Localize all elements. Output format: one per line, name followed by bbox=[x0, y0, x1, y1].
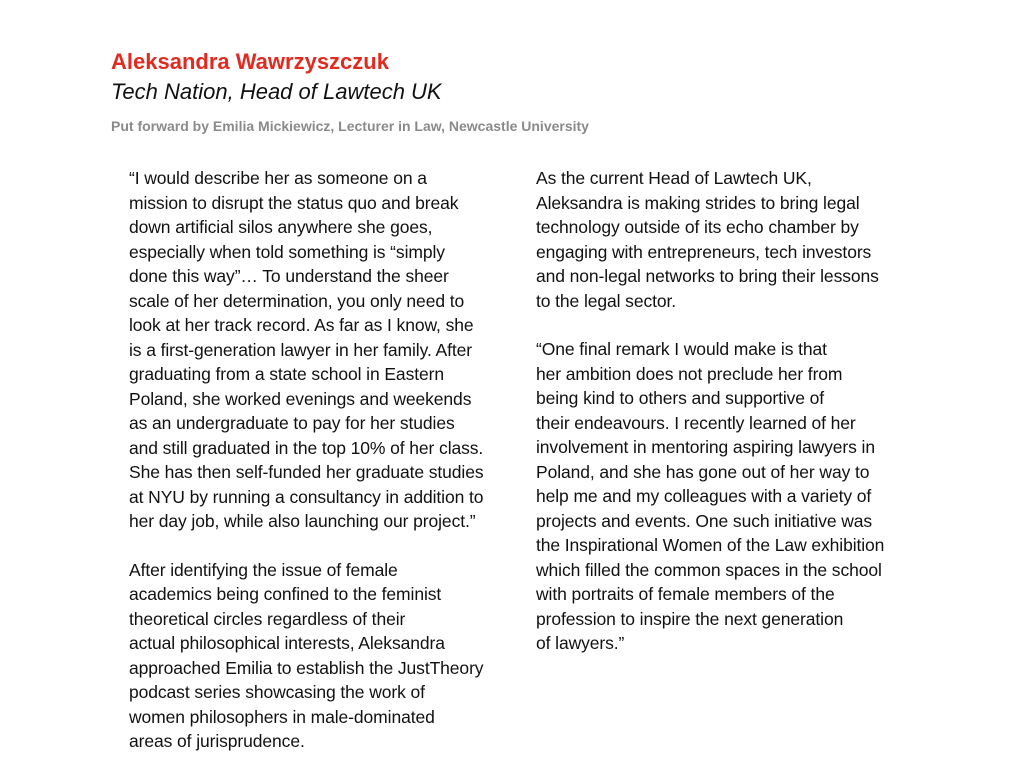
text-line: as an undergraduate to pay for her studies bbox=[129, 413, 455, 433]
text-line: “I would describe her as someone on a bbox=[129, 168, 427, 188]
text-line: Aleksandra is making strides to bring legal bbox=[536, 192, 860, 213]
text-line: down artificial silos anywhere she goes, bbox=[129, 217, 433, 237]
text-line: graduating from a state school in Eastern bbox=[129, 364, 444, 384]
text-line: at NYU by running a consultancy in addition to bbox=[129, 486, 484, 507]
text-line: the Inspirational Women of the Law exhibition bbox=[536, 535, 885, 555]
right-column bbox=[536, 166, 936, 680]
text-line: She has then self-funded her graduate studies bbox=[129, 462, 484, 482]
text-line: approached Emilia to establish the JustTheory bbox=[129, 657, 484, 678]
text-line: her day job, while also launching our project.” bbox=[129, 511, 476, 531]
nominator-line: Put forward by Emilia Mickiewicz, Lecturer in Law, Newcastle University bbox=[111, 118, 589, 134]
text-line: and still graduated in the top 10% of her class. bbox=[129, 437, 484, 458]
text-line: their endeavours. I recently learned of her bbox=[536, 412, 856, 433]
text-line: Poland, she worked evenings and weekends bbox=[129, 388, 472, 409]
text-line: women philosophers in male-dominated bbox=[129, 706, 435, 727]
text-line: is a first-generation lawyer in her family. After bbox=[129, 339, 472, 360]
text-line: engaging with entrepreneurs, tech investors bbox=[536, 241, 872, 262]
text-line: done this way”… To understand the sheer bbox=[129, 266, 449, 286]
text-line: her ambition does not preclude her from bbox=[536, 363, 843, 384]
left-column bbox=[129, 166, 529, 778]
text-line: projects and events. One such initiative was bbox=[536, 510, 873, 531]
text-line: of lawyers.” bbox=[536, 633, 625, 653]
text-line: being kind to others and supportive of bbox=[536, 388, 825, 408]
nominee-role: Tech Nation, Head of Lawtech UK bbox=[111, 79, 442, 104]
text-line: look at her track record. As far as I know, she bbox=[129, 315, 474, 335]
text-line: podcast series showcasing the work of bbox=[129, 682, 425, 702]
text-line: especially when told something is “simply bbox=[129, 241, 445, 262]
text-line: areas of jurisprudence. bbox=[129, 731, 305, 751]
text-line: technology outside of its echo chamber by bbox=[536, 217, 859, 237]
body-paragraph bbox=[536, 166, 936, 313]
text-line: to the legal sector. bbox=[536, 290, 677, 311]
text-line: help me and my colleagues with a variety of bbox=[536, 486, 872, 506]
text-line: which filled the common spaces in the school bbox=[536, 559, 882, 580]
text-line: mission to disrupt the status quo and break bbox=[129, 192, 459, 213]
nominee-name: Aleksandra Wawrzyszczuk bbox=[111, 49, 389, 74]
body-paragraph bbox=[536, 337, 936, 656]
text-line: “One final remark I would make is that bbox=[536, 339, 827, 359]
text-line: profession to inspire the next generation bbox=[536, 608, 844, 629]
text-line: Poland, and she has gone out of her way to bbox=[536, 461, 870, 482]
text-line: with portraits of female members of the bbox=[536, 584, 835, 604]
text-line: and non-legal networks to bring their lessons bbox=[536, 266, 879, 286]
text-line: theoretical circles regardless of their bbox=[129, 608, 406, 629]
text-line: actual philosophical interests, Aleksandra bbox=[129, 633, 445, 653]
body-paragraph bbox=[129, 166, 529, 534]
body-paragraph bbox=[129, 558, 529, 754]
text-line: scale of her determination, you only need to bbox=[129, 290, 465, 311]
text-line: As the current Head of Lawtech UK, bbox=[536, 168, 812, 188]
text-line: academics being confined to the feminist bbox=[129, 584, 442, 604]
text-line: After identifying the issue of female bbox=[129, 559, 398, 580]
text-line: involvement in mentoring aspiring lawyers in bbox=[536, 437, 875, 457]
